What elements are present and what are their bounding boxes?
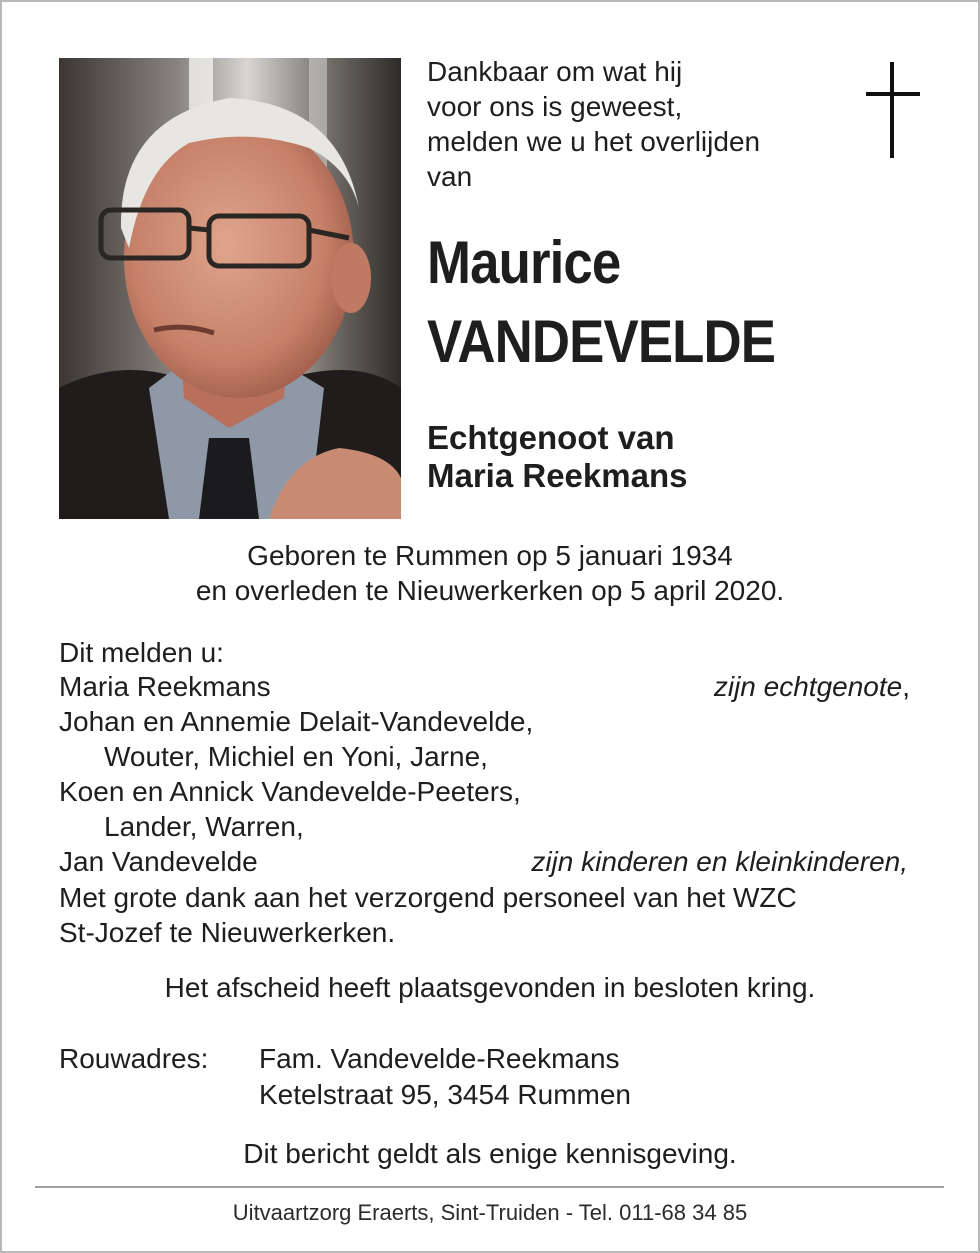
cross-icon (862, 62, 924, 160)
deceased-last-name: VANDEVELDE (427, 308, 776, 375)
intro-line: melden we u het overlijden (427, 126, 761, 157)
portrait-photo (59, 58, 401, 519)
notice-line: Dit bericht geldt als enige kennisgeving. (243, 1138, 737, 1169)
spouse-label: Echtgenoot van (427, 419, 675, 456)
intro-line: voor ons is geweest, (427, 91, 683, 122)
family-children-role: zijn kinderen en kleinkinderen, (531, 846, 908, 877)
birth-line: Geboren te Rummen op 5 januari 1934 (247, 540, 733, 571)
address-label: Rouwadres: (59, 1043, 209, 1074)
family-child-1: Johan en Annemie Delait-Vandevelde, (59, 706, 534, 737)
family-spouse-name: Maria Reekmans (59, 671, 271, 702)
intro-line: van (427, 161, 473, 192)
address-line-1: Fam. Vandevelde-Reekmans (259, 1043, 620, 1074)
death-line: en overleden te Nieuwerkerken op 5 april 2020. (195, 575, 785, 606)
dates-block (40, 538, 940, 608)
spouse-name: Maria Reekmans (427, 457, 688, 494)
spouse-role-punct: , (902, 671, 910, 702)
spouse-block (427, 419, 687, 495)
family-child-2: Koen en Annick Vandevelde-Peeters, (59, 776, 521, 807)
footer-divider (35, 1186, 944, 1188)
funeral-home-footer: Uitvaartzorg Eraerts, Sint-Truiden - Tel. 011-68 34 85 (232, 1200, 748, 1225)
deceased-first-name: Maurice (427, 229, 621, 296)
farewell-line: Het afscheid heeft plaatsgevonden in besloten kring. (164, 972, 816, 1003)
intro-line: Dankbaar om wat hij (427, 56, 683, 87)
family-child-3: Jan Vandevelde (59, 846, 258, 877)
thanks-line-2: St-Jozef te Nieuwerkerken. (59, 917, 396, 948)
family-spouse-role (714, 669, 910, 704)
spouse-role-text: zijn echtgenote (713, 671, 903, 702)
family-grandchildren-2: Lander, Warren, (104, 811, 304, 842)
intro-text (427, 54, 847, 194)
family-heading: Dit melden u: (59, 637, 224, 668)
family-grandchildren-1: Wouter, Michiel en Yoni, Jarne, (104, 741, 488, 772)
thanks-line-1: Met grote dank aan het verzorgend personeel van het WZC (59, 882, 797, 913)
address-line-2: Ketelstraat 95, 3454 Rummen (259, 1079, 631, 1110)
